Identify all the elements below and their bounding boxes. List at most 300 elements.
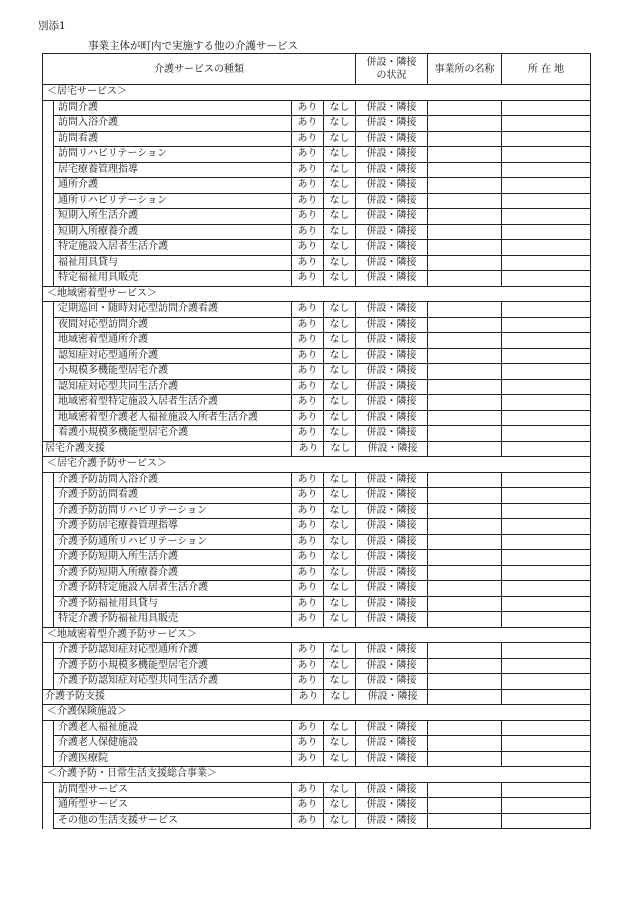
option-no[interactable]: なし (324, 240, 356, 256)
location-cell[interactable] (502, 147, 591, 163)
option-no[interactable]: なし (324, 596, 356, 612)
indent-cell (43, 224, 54, 240)
option-no[interactable]: なし (324, 348, 356, 364)
office-name-cell[interactable] (428, 271, 502, 287)
service-name: 地域密着型通所介護 (54, 333, 292, 349)
location-cell[interactable] (502, 643, 591, 659)
service-row (43, 658, 591, 674)
option-colocated[interactable]: 併設・隣接 (356, 550, 428, 566)
section-header: ＜居宅サービス＞ (43, 85, 591, 101)
location-cell[interactable] (502, 271, 591, 287)
indent-cell (43, 782, 54, 798)
location-cell[interactable] (502, 209, 591, 225)
indent-cell (43, 131, 54, 147)
indent-cell (43, 798, 54, 814)
service-row (43, 565, 591, 581)
office-name-cell[interactable] (428, 333, 502, 349)
option-no[interactable]: なし (324, 317, 356, 333)
option-no[interactable]: なし (324, 441, 356, 457)
office-name-cell[interactable] (428, 813, 502, 829)
service-row (43, 813, 591, 829)
option-colocated[interactable]: 併設・隣接 (356, 426, 428, 442)
option-yes[interactable]: あり (292, 348, 324, 364)
location-cell[interactable] (502, 333, 591, 349)
option-colocated[interactable]: 併設・隣接 (356, 643, 428, 659)
option-yes[interactable]: あり (292, 395, 324, 411)
location-cell[interactable] (502, 782, 591, 798)
office-name-cell[interactable] (428, 798, 502, 814)
option-yes[interactable]: あり (292, 302, 324, 318)
location-cell[interactable] (502, 162, 591, 178)
option-colocated[interactable]: 併設・隣接 (356, 519, 428, 535)
service-name: その他の生活支援サービス (54, 813, 292, 829)
office-name-cell[interactable] (428, 100, 502, 116)
service-row (43, 302, 591, 318)
service-name: 福祉用具貸与 (54, 255, 292, 271)
option-yes[interactable]: あり (292, 798, 324, 814)
option-yes[interactable]: あり (292, 255, 324, 271)
option-colocated[interactable]: 併設・隣接 (356, 162, 428, 178)
location-cell[interactable] (502, 395, 591, 411)
location-cell[interactable] (502, 379, 591, 395)
section-header: ＜介護保険施設＞ (43, 705, 591, 721)
indent-cell (43, 550, 54, 566)
option-yes[interactable]: あり (292, 271, 324, 287)
indent-cell (43, 472, 54, 488)
service-name: 介護老人保健施設 (54, 736, 292, 752)
service-name: 訪問入浴介護 (54, 116, 292, 132)
option-no[interactable]: なし (324, 178, 356, 194)
option-colocated[interactable]: 併設・隣接 (356, 813, 428, 829)
option-no[interactable]: なし (324, 131, 356, 147)
service-name: 介護予防小規模多機能型居宅介護 (54, 658, 292, 674)
location-cell[interactable] (502, 689, 591, 705)
service-name: 地域密着型特定施設入居者生活介護 (54, 395, 292, 411)
section-header-row (43, 627, 591, 643)
service-row (43, 674, 591, 690)
option-no[interactable]: なし (324, 612, 356, 628)
location-cell[interactable] (502, 178, 591, 194)
option-yes[interactable]: あり (292, 224, 324, 240)
option-yes[interactable]: あり (292, 472, 324, 488)
option-yes[interactable]: あり (292, 550, 324, 566)
service-name: 小規模多機能型居宅介護 (54, 364, 292, 380)
option-yes[interactable]: あり (292, 813, 324, 829)
office-name-cell[interactable] (428, 147, 502, 163)
service-row (43, 643, 591, 659)
option-yes[interactable]: あり (292, 612, 324, 628)
table-header-row (43, 54, 591, 85)
office-name-cell[interactable] (428, 674, 502, 690)
location-cell[interactable] (502, 441, 591, 457)
option-no[interactable]: なし (324, 674, 356, 690)
option-colocated[interactable]: 併設・隣接 (356, 472, 428, 488)
service-name: 介護予防短期入所療養介護 (54, 565, 292, 581)
service-row (43, 395, 591, 411)
office-name-cell[interactable] (428, 364, 502, 380)
service-row (43, 581, 591, 597)
indent-cell (43, 534, 54, 550)
service-row (43, 178, 591, 194)
indent-cell (43, 395, 54, 411)
location-cell[interactable] (502, 302, 591, 318)
office-name-cell[interactable] (428, 162, 502, 178)
option-colocated[interactable]: 併設・隣接 (356, 395, 428, 411)
option-yes[interactable]: あり (292, 178, 324, 194)
service-row (43, 333, 591, 349)
option-yes[interactable]: あり (292, 720, 324, 736)
option-yes[interactable]: あり (292, 116, 324, 132)
office-name-cell[interactable] (428, 689, 502, 705)
option-yes[interactable]: あり (292, 209, 324, 225)
option-yes[interactable]: あり (292, 379, 324, 395)
option-yes[interactable]: あり (292, 426, 324, 442)
option-no[interactable]: なし (324, 271, 356, 287)
indent-cell (43, 813, 54, 829)
service-row (43, 271, 591, 287)
location-cell[interactable] (502, 612, 591, 628)
option-colocated[interactable]: 併設・隣接 (356, 488, 428, 504)
service-row (43, 782, 591, 798)
option-colocated[interactable]: 併設・隣接 (356, 209, 428, 225)
service-row (43, 488, 591, 504)
location-cell[interactable] (502, 488, 591, 504)
indent-cell (43, 116, 54, 132)
option-yes[interactable]: あり (292, 565, 324, 581)
option-colocated[interactable]: 併設・隣接 (356, 379, 428, 395)
option-colocated[interactable]: 併設・隣接 (356, 348, 428, 364)
office-name-cell[interactable] (428, 317, 502, 333)
option-colocated[interactable]: 併設・隣接 (356, 736, 428, 752)
option-no[interactable]: なし (324, 720, 356, 736)
option-colocated[interactable]: 併設・隣接 (356, 689, 428, 705)
option-colocated[interactable]: 併設・隣接 (356, 441, 428, 457)
service-name: 訪問看護 (54, 131, 292, 147)
office-name-cell[interactable] (428, 348, 502, 364)
option-yes[interactable]: あり (292, 782, 324, 798)
option-colocated[interactable]: 併設・隣接 (356, 596, 428, 612)
option-yes[interactable]: あり (292, 240, 324, 256)
option-no[interactable]: なし (324, 519, 356, 535)
option-yes[interactable]: あり (292, 410, 324, 426)
document-title: 事業主体が町内で実施する他の介護サービス (88, 40, 298, 52)
location-cell[interactable] (502, 410, 591, 426)
service-name: 介護予防短期入所生活介護 (54, 550, 292, 566)
indent-cell (43, 643, 54, 659)
option-no[interactable]: なし (324, 426, 356, 442)
location-cell[interactable] (502, 116, 591, 132)
service-name: 介護予防通所リハビリテーション (54, 534, 292, 550)
service-name: 夜間対応型訪問介護 (54, 317, 292, 333)
office-name-cell[interactable] (428, 736, 502, 752)
location-cell[interactable] (502, 720, 591, 736)
service-row (43, 364, 591, 380)
indent-cell (43, 271, 54, 287)
option-colocated[interactable]: 併設・隣接 (356, 658, 428, 674)
option-yes[interactable]: あり (292, 643, 324, 659)
location-cell[interactable] (502, 596, 591, 612)
location-cell[interactable] (502, 131, 591, 147)
option-no[interactable]: なし (324, 488, 356, 504)
service-row (43, 224, 591, 240)
option-yes[interactable]: あり (292, 193, 324, 209)
option-colocated[interactable]: 併設・隣接 (356, 100, 428, 116)
table-body (43, 85, 591, 829)
option-no[interactable]: なし (324, 503, 356, 519)
option-no[interactable]: なし (324, 813, 356, 829)
service-name: 介護予防特定施設入居者生活介護 (54, 581, 292, 597)
service-name: 通所型サービス (54, 798, 292, 814)
option-yes[interactable]: あり (292, 658, 324, 674)
annex-label: 別添1 (38, 20, 66, 32)
office-name-cell[interactable] (428, 488, 502, 504)
option-no[interactable]: なし (324, 751, 356, 767)
option-yes[interactable]: あり (292, 162, 324, 178)
service-row (43, 503, 591, 519)
office-name-cell[interactable] (428, 782, 502, 798)
option-colocated[interactable]: 併設・隣接 (356, 565, 428, 581)
office-name-cell[interactable] (428, 643, 502, 659)
service-row (43, 410, 591, 426)
indent-cell (43, 178, 54, 194)
option-colocated[interactable]: 併設・隣接 (356, 364, 428, 380)
indent-cell (43, 596, 54, 612)
option-colocated[interactable]: 併設・隣接 (356, 131, 428, 147)
indent-cell (43, 147, 54, 163)
location-cell[interactable] (502, 317, 591, 333)
option-no[interactable]: なし (324, 255, 356, 271)
option-colocated[interactable]: 併設・隣接 (356, 255, 428, 271)
office-name-cell[interactable] (428, 596, 502, 612)
option-no[interactable]: なし (324, 689, 356, 705)
header-status: 併設・隣接の状況 (356, 54, 428, 85)
indent-cell (43, 565, 54, 581)
option-yes[interactable]: あり (292, 519, 324, 535)
option-yes[interactable]: あり (292, 674, 324, 690)
option-no[interactable]: なし (324, 550, 356, 566)
option-no[interactable]: なし (324, 364, 356, 380)
option-no[interactable]: なし (324, 581, 356, 597)
option-no[interactable]: なし (324, 116, 356, 132)
office-name-cell[interactable] (428, 131, 502, 147)
option-colocated[interactable]: 併設・隣接 (356, 751, 428, 767)
location-cell[interactable] (502, 813, 591, 829)
option-no[interactable]: なし (324, 736, 356, 752)
service-row (43, 240, 591, 256)
indent-cell (43, 519, 54, 535)
office-name-cell[interactable] (428, 534, 502, 550)
location-cell[interactable] (502, 426, 591, 442)
header-location: 所 在 地 (502, 54, 591, 85)
option-yes[interactable]: あり (292, 751, 324, 767)
option-no[interactable]: なし (324, 782, 356, 798)
option-colocated[interactable]: 併設・隣接 (356, 720, 428, 736)
service-row (43, 426, 591, 442)
indent-cell (43, 488, 54, 504)
office-name-cell[interactable] (428, 441, 502, 457)
office-name-cell[interactable] (428, 255, 502, 271)
indent-cell (43, 333, 54, 349)
office-name-cell[interactable] (428, 751, 502, 767)
option-yes[interactable]: あり (292, 488, 324, 504)
office-name-cell[interactable] (428, 209, 502, 225)
indent-cell (43, 364, 54, 380)
service-name: 介護予防福祉用具貸与 (54, 596, 292, 612)
location-cell[interactable] (502, 534, 591, 550)
office-name-cell[interactable] (428, 302, 502, 318)
office-name-cell[interactable] (428, 612, 502, 628)
service-name: 特定介護予防福祉用具販売 (54, 612, 292, 628)
option-colocated[interactable]: 併設・隣接 (356, 782, 428, 798)
option-colocated[interactable]: 併設・隣接 (356, 410, 428, 426)
office-name-cell[interactable] (428, 581, 502, 597)
option-yes[interactable]: あり (292, 364, 324, 380)
service-name: 居宅介護支援 (43, 441, 292, 457)
indent-cell (43, 302, 54, 318)
option-colocated[interactable]: 併設・隣接 (356, 581, 428, 597)
option-yes[interactable]: あり (292, 689, 324, 705)
location-cell[interactable] (502, 736, 591, 752)
service-name: 通所介護 (54, 178, 292, 194)
option-no[interactable]: なし (324, 395, 356, 411)
office-name-cell[interactable] (428, 519, 502, 535)
office-name-cell[interactable] (428, 720, 502, 736)
office-name-cell[interactable] (428, 240, 502, 256)
office-name-cell[interactable] (428, 658, 502, 674)
location-cell[interactable] (502, 519, 591, 535)
location-cell[interactable] (502, 751, 591, 767)
option-colocated[interactable]: 併設・隣接 (356, 178, 428, 194)
indent-cell (43, 348, 54, 364)
location-cell[interactable] (502, 255, 591, 271)
service-name: 通所リハビリテーション (54, 193, 292, 209)
location-cell[interactable] (502, 224, 591, 240)
option-yes[interactable]: あり (292, 317, 324, 333)
option-no[interactable]: なし (324, 798, 356, 814)
option-yes[interactable]: あり (292, 131, 324, 147)
service-row (43, 534, 591, 550)
option-no[interactable]: なし (324, 224, 356, 240)
location-cell[interactable] (502, 503, 591, 519)
option-colocated[interactable]: 併設・隣接 (356, 302, 428, 318)
option-no[interactable]: なし (324, 100, 356, 116)
option-colocated[interactable]: 併設・隣接 (356, 224, 428, 240)
location-cell[interactable] (502, 550, 591, 566)
location-cell[interactable] (502, 658, 591, 674)
location-cell[interactable] (502, 348, 591, 364)
location-cell[interactable] (502, 581, 591, 597)
option-colocated[interactable]: 併設・隣接 (356, 116, 428, 132)
location-cell[interactable] (502, 193, 591, 209)
service-row (43, 689, 591, 705)
option-no[interactable]: なし (324, 658, 356, 674)
option-colocated[interactable]: 併設・隣接 (356, 333, 428, 349)
option-no[interactable]: なし (324, 643, 356, 659)
service-row (43, 162, 591, 178)
indent-cell (43, 581, 54, 597)
service-name: 定期巡回・随時対応型訪問介護看護 (54, 302, 292, 318)
office-name-cell[interactable] (428, 565, 502, 581)
office-name-cell[interactable] (428, 410, 502, 426)
service-name: 介護予防認知症対応型通所介護 (54, 643, 292, 659)
option-yes[interactable]: あり (292, 534, 324, 550)
indent-cell (43, 612, 54, 628)
option-yes[interactable]: あり (292, 596, 324, 612)
option-yes[interactable]: あり (292, 441, 324, 457)
option-no[interactable]: なし (324, 472, 356, 488)
option-no[interactable]: なし (324, 147, 356, 163)
option-no[interactable]: なし (324, 162, 356, 178)
office-name-cell[interactable] (428, 193, 502, 209)
option-colocated[interactable]: 併設・隣接 (356, 674, 428, 690)
option-no[interactable]: なし (324, 379, 356, 395)
location-cell[interactable] (502, 364, 591, 380)
option-no[interactable]: なし (324, 534, 356, 550)
service-name: 短期入所生活介護 (54, 209, 292, 225)
option-no[interactable]: なし (324, 565, 356, 581)
location-cell[interactable] (502, 798, 591, 814)
option-no[interactable]: なし (324, 302, 356, 318)
option-no[interactable]: なし (324, 209, 356, 225)
section-header: ＜地域密着型サービス＞ (43, 286, 591, 302)
option-colocated[interactable]: 併設・隣接 (356, 271, 428, 287)
option-yes[interactable]: あり (292, 581, 324, 597)
service-row (43, 209, 591, 225)
option-colocated[interactable]: 併設・隣接 (356, 534, 428, 550)
option-no[interactable]: なし (324, 333, 356, 349)
office-name-cell[interactable] (428, 503, 502, 519)
service-name: 居宅療養管理指導 (54, 162, 292, 178)
option-yes[interactable]: あり (292, 147, 324, 163)
location-cell[interactable] (502, 472, 591, 488)
office-name-cell[interactable] (428, 395, 502, 411)
office-name-cell[interactable] (428, 116, 502, 132)
service-row (43, 519, 591, 535)
location-cell[interactable] (502, 565, 591, 581)
option-no[interactable]: なし (324, 410, 356, 426)
office-name-cell[interactable] (428, 426, 502, 442)
option-yes[interactable]: あり (292, 503, 324, 519)
care-services-table (42, 53, 591, 829)
service-name: 地域密着型介護老人福祉施設入所者生活介護 (54, 410, 292, 426)
service-row (43, 379, 591, 395)
option-colocated[interactable]: 併設・隣接 (356, 612, 428, 628)
option-yes[interactable]: あり (292, 736, 324, 752)
option-yes[interactable]: あり (292, 100, 324, 116)
office-name-cell[interactable] (428, 379, 502, 395)
location-cell[interactable] (502, 100, 591, 116)
option-no[interactable]: なし (324, 193, 356, 209)
option-colocated[interactable]: 併設・隣接 (356, 798, 428, 814)
option-yes[interactable]: あり (292, 333, 324, 349)
office-name-cell[interactable] (428, 178, 502, 194)
option-colocated[interactable]: 併設・隣接 (356, 147, 428, 163)
location-cell[interactable] (502, 674, 591, 690)
office-name-cell[interactable] (428, 550, 502, 566)
location-cell[interactable] (502, 240, 591, 256)
office-name-cell[interactable] (428, 224, 502, 240)
section-header-row (43, 286, 591, 302)
office-name-cell[interactable] (428, 472, 502, 488)
option-colocated[interactable]: 併設・隣接 (356, 317, 428, 333)
option-colocated[interactable]: 併設・隣接 (356, 240, 428, 256)
indent-cell (43, 410, 54, 426)
indent-cell (43, 317, 54, 333)
option-colocated[interactable]: 併設・隣接 (356, 193, 428, 209)
option-colocated[interactable]: 併設・隣接 (356, 503, 428, 519)
service-name: 特定福祉用具販売 (54, 271, 292, 287)
service-row (43, 100, 591, 116)
